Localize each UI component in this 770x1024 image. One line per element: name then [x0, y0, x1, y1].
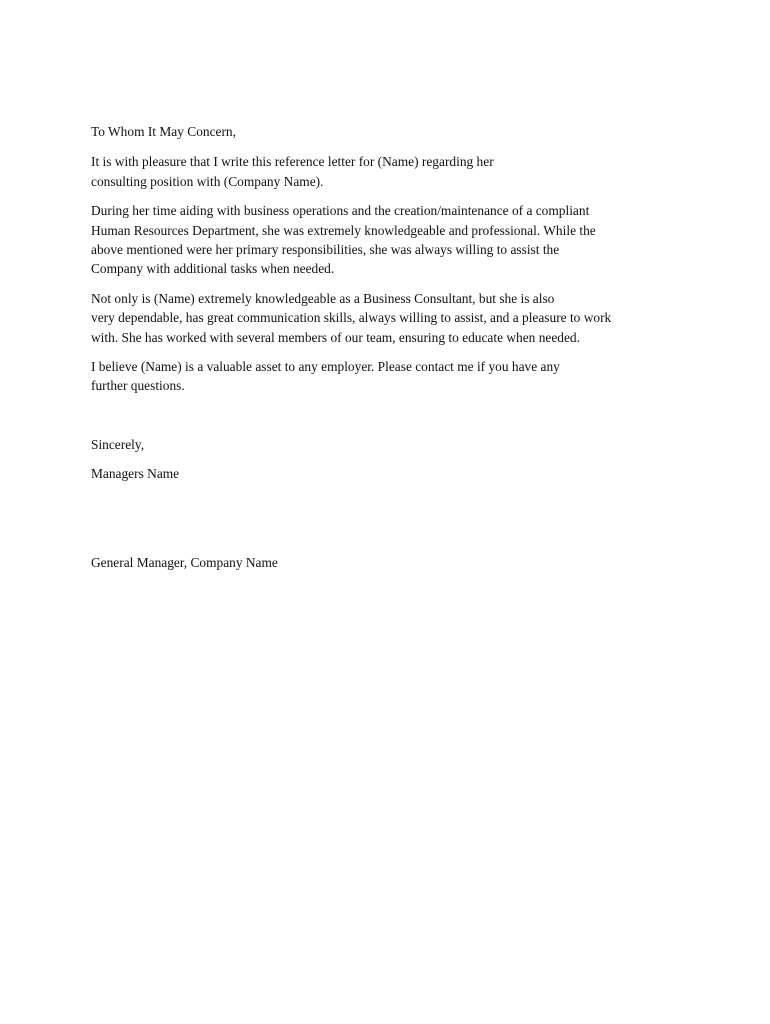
paragraph-qualities — [91, 289, 691, 347]
signer-name: Managers Name — [91, 466, 180, 482]
paragraph-intro — [91, 152, 691, 191]
closing: Sincerely, — [91, 436, 145, 452]
salutation: To Whom It May Concern, — [91, 124, 236, 139]
paragraph-responsibilities — [91, 201, 691, 279]
paragraph-recommendation — [91, 357, 691, 396]
paragraph-line: very dependable, has great communication skills, always willing to assist, and a pleasure to work — [91, 310, 612, 326]
signature-space — [91, 484, 691, 553]
paragraph-line: Human Resources Department, she was extremely knowledgeable and professional. While the — [91, 222, 596, 238]
paragraph-line: consulting position with (Company Name). — [91, 173, 324, 189]
paragraph-line: above mentioned were her primary responsibilities, she was always willing to assist the — [91, 242, 560, 258]
paragraph-line: with. She has worked with several members of our team, ensuring to educate when needed. — [91, 329, 580, 345]
paragraph-line: further questions. — [91, 378, 185, 394]
spacer — [91, 406, 691, 435]
paragraph-line: Company with additional tasks when needed. — [91, 261, 335, 277]
reference-letter — [91, 122, 691, 572]
signer-title: General Manager, Company Name — [91, 554, 278, 570]
paragraph-line: It is with pleasure that I write this reference letter for (Name) regarding her — [91, 154, 494, 170]
paragraph-line: I believe (Name) is a valuable asset to any employer. Please contact me if you have any — [91, 359, 560, 375]
paragraph-line: Not only is (Name) extremely knowledgeable as a Business Consultant, but she is also — [91, 290, 555, 306]
paragraph-line: During her time aiding with business operations and the creation/maintenance of a compliant — [91, 203, 590, 219]
